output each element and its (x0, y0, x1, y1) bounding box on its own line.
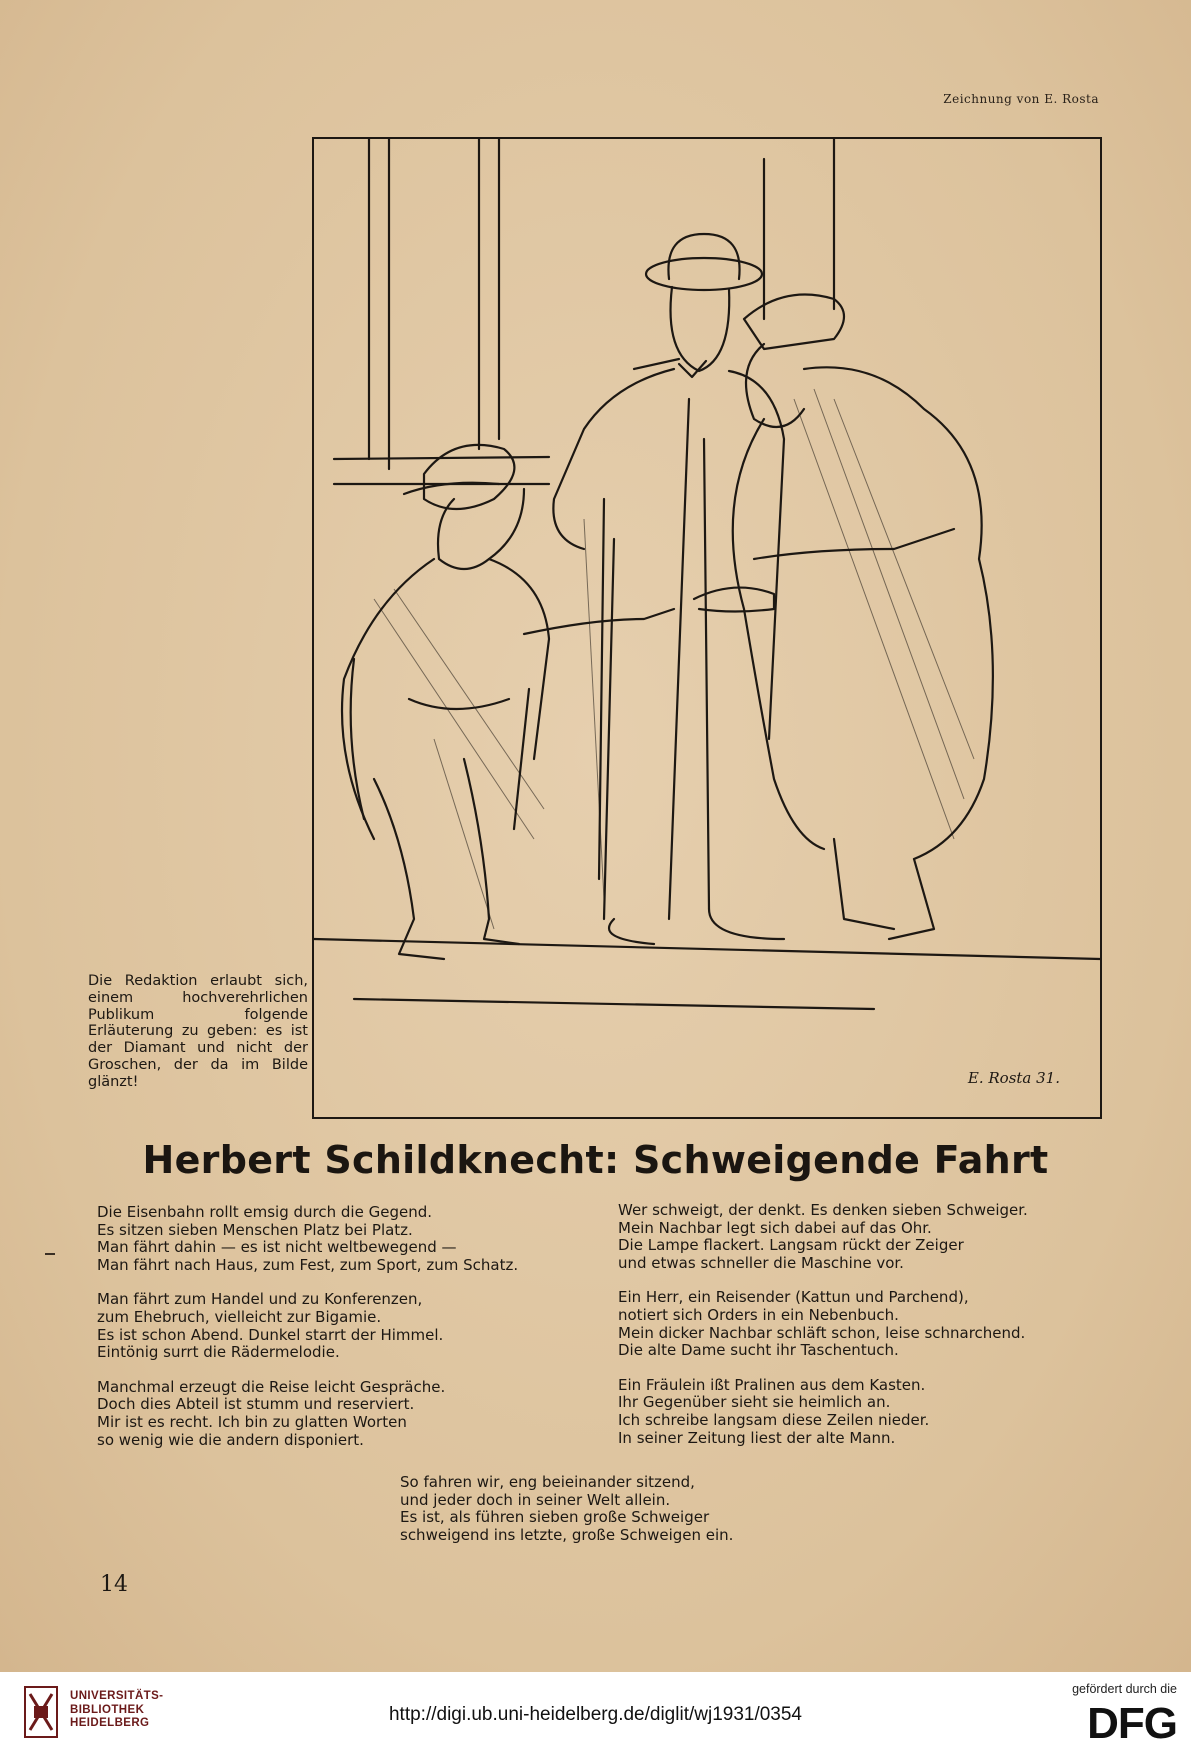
stanza (97, 1204, 518, 1274)
illustration-frame (312, 137, 1102, 1119)
permalink-url[interactable]: http://digi.ub.uni-heidelberg.de/diglit/wj1931/0354 (388, 1704, 803, 1725)
funding-note: gefördert durch die (1072, 1682, 1177, 1696)
beggar-illustration (314, 139, 1100, 1117)
verse-line: Wer schweigt, der denkt. Es denken sieben Schweiger. (618, 1201, 1028, 1219)
poem-final-stanza (400, 1474, 733, 1544)
verse-line: Die Eisenbahn rollt emsig durch die Gegend. (97, 1203, 432, 1221)
verse-line: Ich schreibe langsam diese Zeilen nieder. (618, 1410, 930, 1429)
verse-line: Doch dies Abteil ist stumm und reserviert. (97, 1395, 415, 1414)
verse-line: Manchmal erzeugt die Reise leicht Gespräche. (97, 1377, 446, 1396)
verse-line: notiert sich Orders in ein Nebenbuch. (618, 1305, 899, 1324)
verse-line: Ein Herr, ein Reisender (Kattun und Parchend), (618, 1288, 969, 1307)
institution-line: BIBLIOTHEK (70, 1703, 145, 1716)
verse-line: schweigend ins letzte, große Schweigen ein. (400, 1525, 734, 1544)
stanza (97, 1379, 518, 1449)
institution-line: HEIDELBERG (70, 1717, 150, 1729)
verse-line: Die Lampe flackert. Langsam rückt der Zeiger (618, 1236, 964, 1255)
verse-line: so wenig wie die andern disponiert. (97, 1430, 364, 1449)
stanza (97, 1291, 518, 1361)
editorial-caption: Die Redaktion erlaubt sich, einem hochverehrlichen Publikum folgende Erläuterung zu geben: es ist der Diamant und nicht der Groschen, der da im Bilde glänzt! (88, 973, 308, 1090)
margin-mark (45, 1253, 55, 1255)
institution-line: UNIVERSITÄTS- (70, 1690, 164, 1702)
verse-line: Man fährt dahin — es ist nicht weltbewegend — (97, 1238, 457, 1257)
verse-line: und etwas schneller die Maschine vor. (618, 1253, 904, 1272)
verse-line: Es ist, als führen sieben große Schweiger (400, 1508, 710, 1527)
poem-column-left (97, 1204, 518, 1466)
dfg-logo: DFG (1087, 1699, 1177, 1748)
verse-line: zum Ehebruch, vielleicht zur Bigamie. (97, 1307, 382, 1326)
verse-line: Mein dicker Nachbar schläft schon, leise schnarchend. (618, 1323, 1026, 1342)
verse-line: Es sitzen sieben Menschen Platz bei Platz. (97, 1220, 413, 1239)
verse-line: Eintönig surrt die Rädermelodie. (97, 1343, 340, 1362)
illustration-credit: Zeichnung von E. Rosta (943, 92, 1099, 106)
page-number: 14 (100, 1572, 128, 1597)
artist-signature: E. Rosta 31. (967, 1069, 1060, 1087)
verse-line: Mein Nachbar legt sich dabei auf das Ohr. (618, 1218, 932, 1237)
verse-line: Man fährt nach Haus, zum Fest, zum Sport, zum Schatz. (97, 1255, 519, 1274)
verse-line: Mir ist es recht. Ich bin zu glatten Worten (97, 1412, 407, 1431)
verse-line: und jeder doch in seiner Welt allein. (400, 1490, 671, 1509)
digitization-footer (0, 1672, 1191, 1756)
verse-line: Ein Fräulein ißt Pralinen aus dem Kasten. (618, 1375, 926, 1394)
verse-line: In seiner Zeitung liest der alte Mann. (618, 1428, 896, 1447)
verse-line: So fahren wir, eng beieinander sitzend, (400, 1473, 695, 1491)
stanza (618, 1377, 1028, 1447)
verse-line: Man fährt zum Handel und zu Konferenzen, (97, 1290, 423, 1309)
verse-line: Es ist schon Abend. Dunkel starrt der Himmel. (97, 1325, 444, 1344)
verse-line: Die alte Dame sucht ihr Taschentuch. (618, 1341, 899, 1360)
poem-title: Herbert Schildknecht: Schweigende Fahrt (142, 1138, 1049, 1182)
stanza (618, 1202, 1028, 1272)
verse-line: Ihr Gegenüber sieht sie heimlich an. (618, 1393, 891, 1412)
poem-column-right (618, 1202, 1028, 1464)
stanza (618, 1289, 1028, 1359)
